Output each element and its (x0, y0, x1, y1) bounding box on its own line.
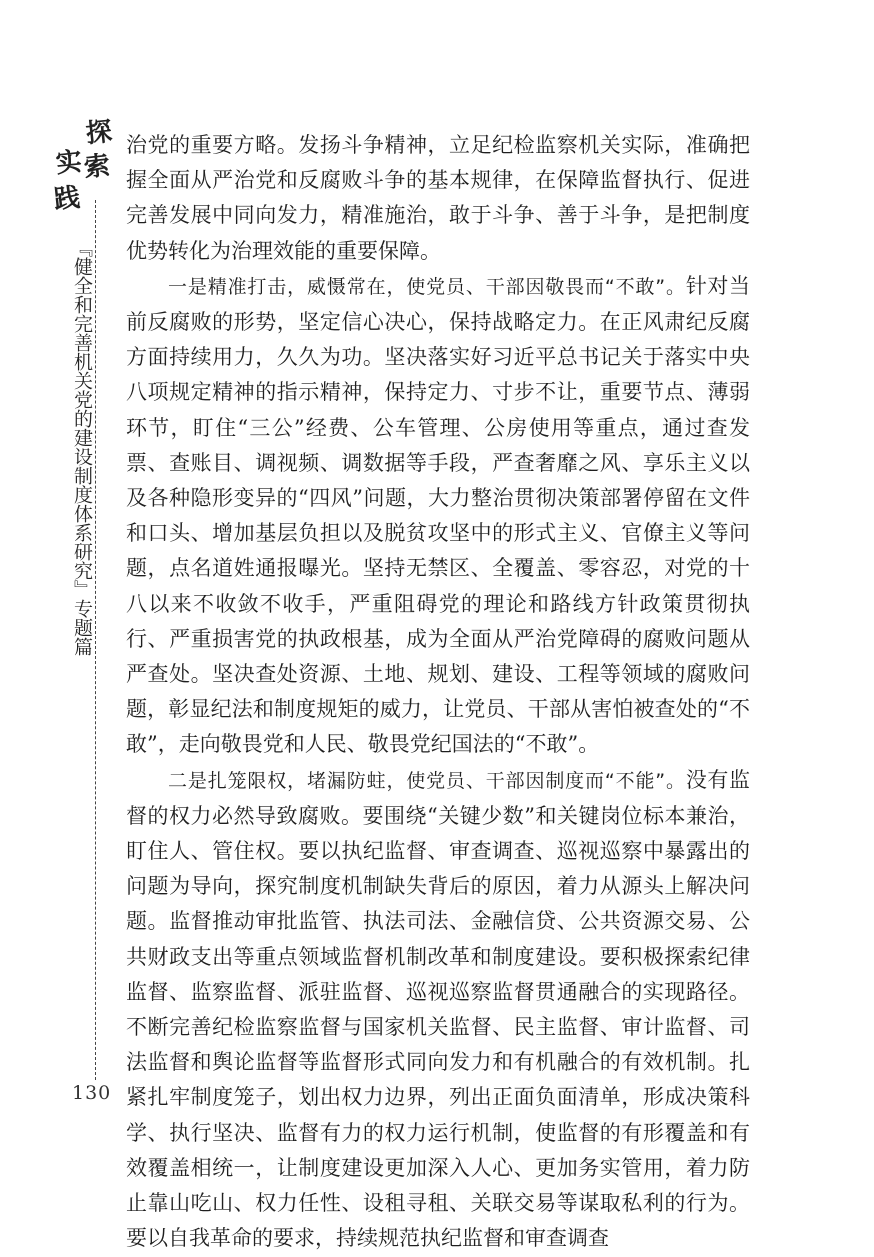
paragraph-continuation (126, 128, 750, 269)
series-logo (50, 116, 120, 230)
logo-char-tan: 探 (84, 116, 114, 150)
paragraph-text: 针对当前反腐败的形势，坚定信心决心，保持战略定力。在正风肃纪反腐方面持续用力，久久为功。坚决落实好习近平总书记关于落实中央八项规定精神的指示精神，保持定力、寸步不让，重要节点、薄弱环节，盯住“三公”经费、公车管理、公房使用等重点，通过查发票、查账目、调视频、调数据等手段，严查奢靡之风、享乐主义以及各种隐形变异的“四风”问题，大力整治贯彻决策部署停留在文件和口头、增加基层负担以及脱贫攻坚中的形式主义、官僚主义等问题，点名道姓通报曝光。坚持无禁区、全覆盖、零容忍，对党的十八以来不收敛不收手，严重阻碍党的理论和路线方针政策贯彻执行、严重损害党的执政根基，成为全面从严治党障碍的腐败问题从严查处。坚决查处资源、土地、规划、建设、工程等领域的腐败问题，彰显纪法和制度规矩的威力，让党员、干部从害怕被查处的“不敢”，走向敬畏党和人民、敬畏党纪国法的“不敢”。 (126, 273, 750, 757)
paragraph-lead: 一是精准打击，威慑常在，使党员、干部因敬畏而“不敢”。 (168, 275, 686, 298)
series-title: 『健全和完善机关党的建设制度体系研究』专题篇 (71, 238, 93, 656)
paragraph-text: 没有监督的权力必然导致腐败。要围绕“关键少数”和关键岗位标本兼治，盯住人、管住权。要以执纪监督、审查调查、巡视巡察中暴露出的问题为导向，探究制度机制缺失背后的原因，着力从源头上解决问题。监督推动审批监管、执法司法、金融信贷、公共资源交易、公共财政支出等重点领域监督机制改革和制度建设。要积极探索纪律监督、监察监督、派驻监督、巡视巡察监督贯通融合的实现路径。不断完善纪检监察监督与国家机关监督、民主监督、审计监督、司法监督和舆论监督等监督形式同向发力和有机融合的有效机制。扎紧扎牢制度笼子，划出权力边界，列出正面负面清单，形成决策科学、执行坚决、监督有力的权力运行机制，使监督的有形覆盖和有效覆盖相统一，让制度建设更加深入人心、更加务实管用，着力防止靠山吃山、权力任性、设租寻租、关联交易等谋取私利的行为。要以自我革命的要求，持续规范执纪监督和审查调查 (126, 767, 750, 1251)
paragraph-point-two (126, 763, 750, 1257)
page-number: 130 (72, 1082, 112, 1104)
margin-divider (95, 200, 96, 1080)
body-text (126, 128, 750, 1257)
paragraph-point-one (126, 269, 750, 763)
paragraph-lead: 二是扎笼限权，堵漏防蛀，使党员、干部因制度而“不能”。 (168, 769, 686, 792)
logo-char-shi: 实 (54, 146, 84, 180)
logo-char-jian: 践 (52, 182, 82, 216)
logo-char-suo: 索 (82, 150, 112, 184)
paragraph-text: 治党的重要方略。发扬斗争精神，立足纪检监察机关实际，准确把握全面从严治党和反腐败斗争的基本规律，在保障监督执行、促进完善发展中同向发力，精准施治，敢于斗争、善于斗争，是把制度优势转化为治理效能的重要保障。 (126, 133, 750, 263)
